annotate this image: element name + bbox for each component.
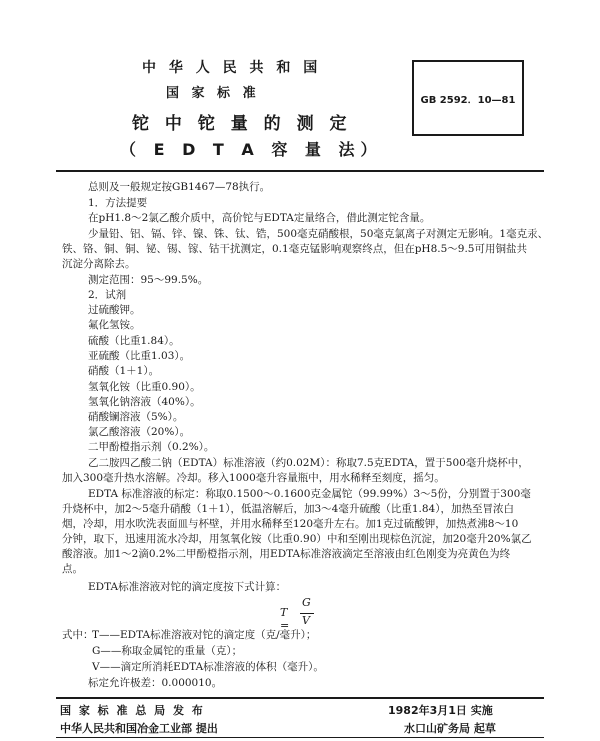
reagent-item: 氯乙酸溶液（20%）。 <box>88 426 191 438</box>
standard-type-title: 国 家 标 准 <box>166 86 260 101</box>
section-1-paragraph-1: 在pH1.8～2氯乙酸介质中，高价铊与EDTA定量络合，借此测定铊含量。 <box>88 212 431 224</box>
reagent-item: 亚硫酸（比重1.03）。 <box>88 350 191 362</box>
reagent-item: 硝酸镧溶液（5%）。 <box>88 411 184 423</box>
proposer: 中华人民共和国冶金工业部 提出 <box>60 722 218 735</box>
section-1-paragraph-2-line-3: 沉淀分离除去。 <box>62 258 136 270</box>
country-title: 中 华 人 民 共 和 国 <box>142 60 322 76</box>
where-G: G——称取金属铊的重量（克）； <box>92 645 243 657</box>
section-1-paragraph-2-line-1: 少量铅、铝、镉、锌、镍、铢、钛、锆，500毫克硝酸根，50毫克氯离子对测定无影响。1毫克汞、 <box>88 228 549 240</box>
reagent-item: 氢氧化钠溶液（40%）。 <box>88 396 201 408</box>
tolerance-text: 标定允许极差：0.000010。 <box>88 677 223 689</box>
reagent-item: 氢氧化铵（比重0.90）。 <box>88 381 201 393</box>
reagent-item: 硫酸（比重1.84）。 <box>88 335 180 347</box>
where-V: V——滴定所消耗EDTA标准溶液的体积（毫升）。 <box>92 661 324 673</box>
reagent-item: 硝酸（1＋1）。 <box>88 365 160 377</box>
where-label: 式中： <box>62 629 94 641</box>
intro-text: 总则及一般规定按GB1467—78执行。 <box>88 181 271 193</box>
reagent-item: 二甲酚橙指示剂（0.2%）。 <box>88 441 215 453</box>
section-2-heading: 2．试剂 <box>88 289 127 301</box>
reagent-item: 氟化氢铵。 <box>88 319 141 331</box>
footer-rule-bottom <box>56 737 544 738</box>
edta-solution-line-2: 加入300毫升热水溶解。冷却。移入1000毫升容量瓶中，用水稀释至刻度，摇匀。 <box>62 472 445 484</box>
calibration-line-5: 酸溶液。加1～2滴0.2%二甲酚橙指示剂，用EDTA标准溶液滴定至溶液由红色刚变为亮黄色为终 <box>62 548 511 560</box>
document-subtitle: （ E D T A 容 量 法） <box>120 140 383 159</box>
formula-lhs: T = <box>280 606 290 632</box>
edta-solution-line-1: 乙二胺四乙酸二钠（EDTA）标准溶液（约0.02M）：称取7.5克EDTA，置于500毫升烧杯中， <box>88 457 529 469</box>
where-T: T——EDTA标准溶液对铊的滴定度（克/毫升）； <box>92 629 317 641</box>
measurement-range: 测定范围：95～99.5%。 <box>88 274 209 286</box>
footer-rule-top <box>56 697 544 699</box>
section-1-paragraph-2-line-2: 铁、铬、铜、铜、铋、锡、镓、钴干扰测定，0.1毫克锰影响观察终点，但在pH8.5～9.5可用铜盐共 <box>62 243 527 255</box>
section-1-heading: 1．方法提要 <box>88 197 148 209</box>
calibration-line-1: EDTA 标准溶液的标定：称取0.1500～0.1600克金属铊（99.99%）3～5份，分别置于300毫 <box>88 488 531 500</box>
formula-denominator: V <box>302 614 310 627</box>
calibration-line-6: 点。 <box>62 563 83 575</box>
drafter: 水口山矿务局 起草 <box>404 722 496 735</box>
document-title: 铊 中 铊 量 的 测 定 <box>132 114 352 134</box>
formula-intro: EDTA标准溶液对铊的滴定度按下式计算： <box>88 581 287 593</box>
calibration-line-2: 升烧杯中，加2～5毫升硝酸（1＋1），低温溶解后，加3～4毫升硫酸（比重1.84），加热至冒浓白 <box>62 503 514 515</box>
effective-date: 1982年3月1日 实施 <box>388 704 493 717</box>
calibration-line-3: 烟，冷却，用水吹洗表面皿与杯壁，并用水稀释至120毫升左右。加1克过硫酸钾，加热煮沸8～10 <box>62 518 519 530</box>
reagent-item: 过硫酸钾。 <box>88 304 141 316</box>
calibration-line-4: 分钟，取下，迅速用流水冷却，用氢氧化铵（比重0.90）中和至刚出现棕色沉淀，加20毫升20%氯乙 <box>62 533 532 545</box>
standard-number: GB 2592．10—81 <box>420 94 516 106</box>
header-rule <box>56 170 544 172</box>
standard-number-box <box>412 60 524 136</box>
issuer: 国 家 标 准 总 局 发 布 <box>60 704 205 717</box>
formula-numerator: G <box>302 596 311 609</box>
